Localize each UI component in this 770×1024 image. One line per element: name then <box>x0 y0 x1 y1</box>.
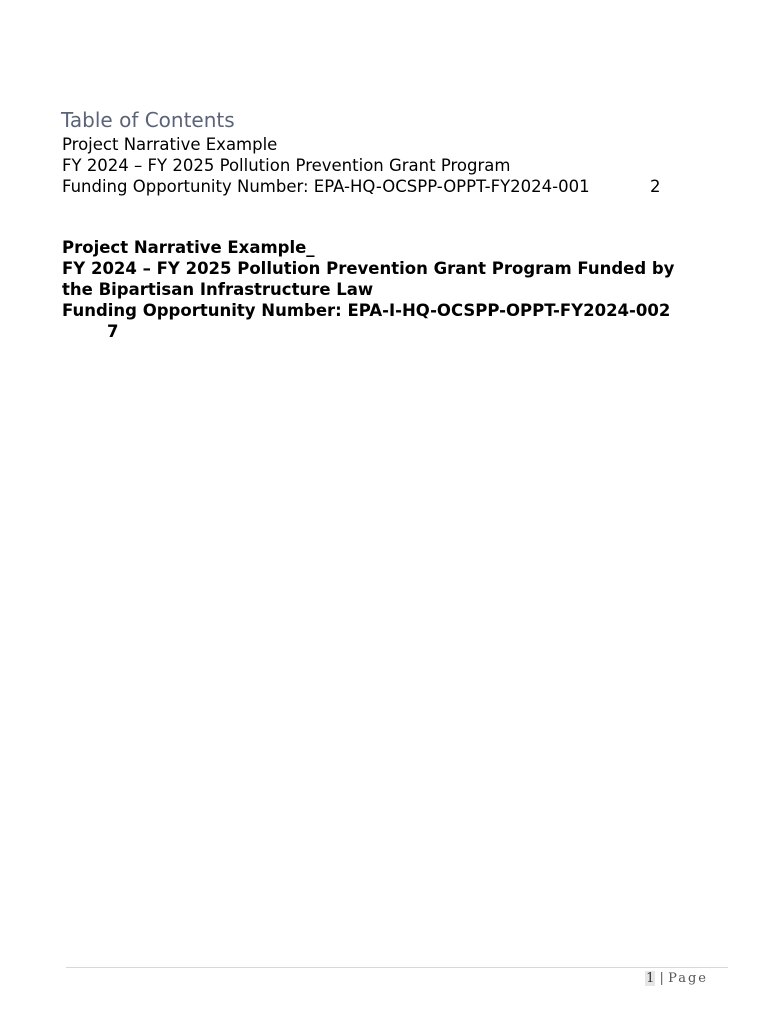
toc-title: Table of Contents <box>61 108 235 132</box>
footer-page-number: 1 <box>646 971 655 986</box>
footer-divider <box>66 967 728 968</box>
section-heading <box>62 237 732 342</box>
heading-line: Project Narrative Example_ <box>62 238 315 257</box>
footer-page-label: Page <box>668 971 708 986</box>
toc-entry[interactable] <box>62 134 672 197</box>
heading-line: FY 2024 – FY 2025 Pollution Prevention Grant Program Funded by <box>62 259 675 278</box>
footer-separator: | <box>659 971 664 986</box>
heading-line: Funding Opportunity Number: EPA-I-HQ-OCSPP-OPPT-FY2024-002 <box>62 301 671 320</box>
toc-entry-line: Funding Opportunity Number: EPA-HQ-OCSPP-OPPT-FY2024-001 <box>62 177 590 196</box>
heading-line: the Bipartisan Infrastructure Law <box>62 280 374 299</box>
toc-entry-line: FY 2024 – FY 2025 Pollution Prevention Grant Program <box>62 156 511 175</box>
toc-page-number: 2 <box>650 177 661 196</box>
page-footer <box>645 969 708 989</box>
toc-entry-line: Project Narrative Example <box>62 135 278 154</box>
toc-entry-last-line <box>62 176 672 197</box>
heading-page-number: 7 <box>107 322 119 341</box>
